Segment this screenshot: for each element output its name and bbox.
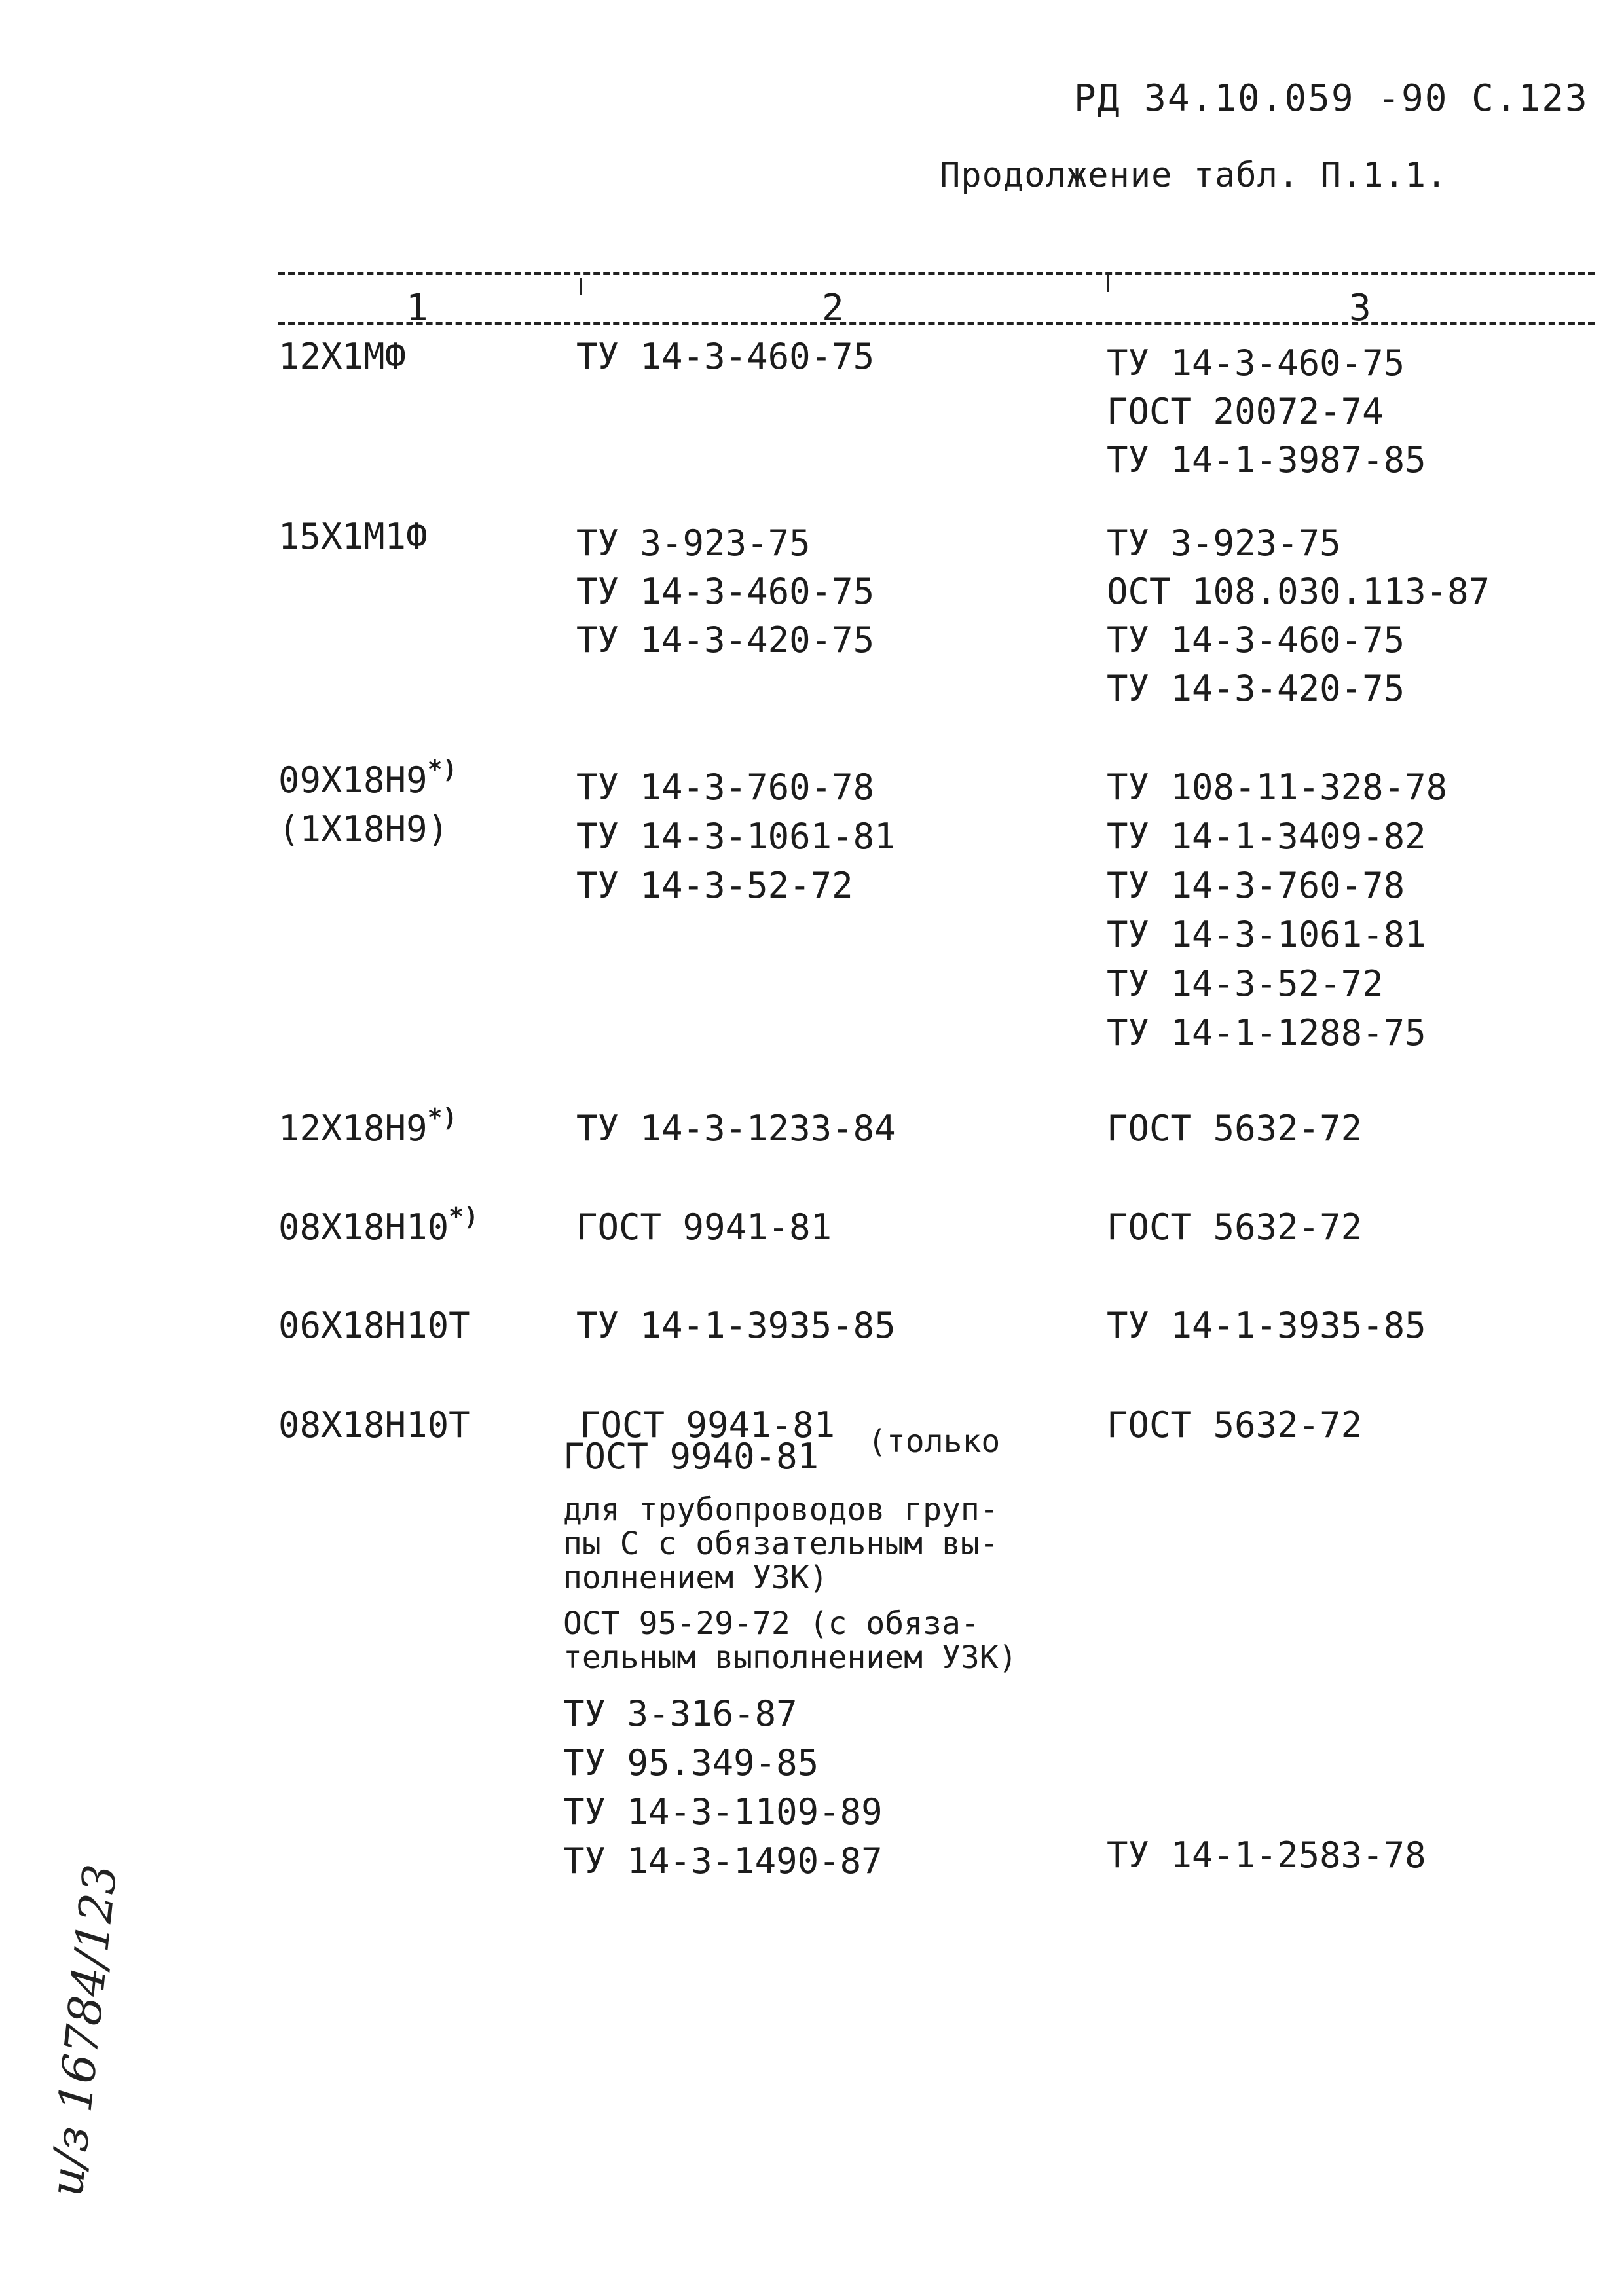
table-continuation-caption: Продолжение табл. П.1.1. bbox=[940, 156, 1448, 195]
column-divider-2 bbox=[1107, 275, 1109, 292]
pipe-standard: ТУ 14-3-1233-84 bbox=[576, 1108, 896, 1149]
steel-grade: 06Х18Н10Т bbox=[278, 1305, 470, 1346]
table-top-rule bbox=[278, 272, 1595, 275]
steel-grade-name: 09Х18Н9 bbox=[278, 759, 428, 801]
material-standard: ТУ 14-3-460-75 bbox=[1107, 619, 1405, 661]
pipe-standard: ТУ 14-3-1061-81 bbox=[576, 816, 896, 857]
steel-grade-name: 08Х18Н10 bbox=[278, 1207, 449, 1248]
pipe-standard-note bbox=[563, 1493, 1018, 1675]
material-standard: ТУ 14-3-460-75 bbox=[1107, 342, 1405, 384]
material-standard-list bbox=[1107, 519, 1490, 713]
material-standard-list bbox=[1107, 339, 1426, 484]
footnote-mark: *) bbox=[427, 755, 458, 784]
material-standard: ТУ 14-3-760-78 bbox=[1107, 865, 1405, 906]
material-standard: ТУ 14-1-3409-82 bbox=[1107, 816, 1426, 857]
material-standard: ГОСТ 5632-72 bbox=[1107, 1108, 1363, 1149]
footnote-mark: *) bbox=[427, 1103, 458, 1132]
steel-grade bbox=[278, 1103, 458, 1149]
pipe-standard: ТУ 14-3-420-75 bbox=[576, 619, 875, 661]
material-standard: ГОСТ 5632-72 bbox=[1107, 1207, 1363, 1248]
material-standard: ТУ 14-3-420-75 bbox=[1107, 668, 1405, 709]
material-standard: ТУ 14-3-52-72 bbox=[1107, 963, 1384, 1004]
material-standard: ТУ 3-923-75 bbox=[1107, 522, 1341, 564]
pipe-standard: ТУ 14-3-1109-89 bbox=[563, 1791, 883, 1832]
column-header-3: 3 bbox=[1349, 287, 1371, 329]
pipe-standard: ТУ 14-3-760-78 bbox=[576, 767, 875, 808]
pipe-standard: ТУ 14-1-3935-85 bbox=[576, 1305, 896, 1346]
pipe-standard: ТУ 3-316-87 bbox=[563, 1693, 798, 1734]
material-standard: ТУ 14-3-1061-81 bbox=[1107, 914, 1426, 955]
footnote-mark: *) bbox=[449, 1202, 479, 1231]
steel-grade bbox=[278, 1202, 479, 1248]
material-standard: ТУ 14-1-3935-85 bbox=[1107, 1305, 1426, 1346]
steel-grade: 08Х18Н10Т bbox=[278, 1404, 470, 1446]
pipe-standard: ГОСТ 9941-81 bbox=[576, 1207, 832, 1248]
pipe-standard-list bbox=[576, 336, 875, 377]
pipe-standard: ТУ 95.349-85 bbox=[563, 1742, 819, 1783]
pipe-standard-list bbox=[576, 763, 896, 910]
pipe-standard-list bbox=[576, 519, 874, 665]
handwritten-inventory-note: и/з 16784/123 bbox=[39, 1861, 128, 2199]
steel-grade-name: 12Х18Н9 bbox=[278, 1108, 428, 1149]
note-line: тельным выполнением УЗК) bbox=[563, 1639, 1018, 1676]
material-standard: ТУ 108-11-328-78 bbox=[1107, 767, 1448, 808]
steel-grade-alternative: (1Х18Н9) bbox=[278, 809, 449, 850]
note-line: ОСТ 95-29-72 (с обяза- bbox=[563, 1605, 980, 1642]
pipe-standard: ТУ 14-3-460-75 bbox=[576, 571, 875, 612]
table-header-rule bbox=[278, 322, 1595, 325]
material-standard-list bbox=[1107, 763, 1447, 1057]
material-standard: ТУ 14-1-1288-75 bbox=[1107, 1012, 1426, 1053]
pipe-standard-qualifier: (только bbox=[868, 1423, 1001, 1460]
pipe-standard: ТУ 3-923-75 bbox=[576, 522, 811, 564]
pipe-standard-list bbox=[563, 1689, 883, 1886]
column-divider-1 bbox=[580, 278, 582, 295]
note-line: для трубопроводов груп- bbox=[563, 1491, 999, 1528]
document-code: РД 34.10.059 -90 С.123 bbox=[1074, 77, 1589, 120]
column-header-1: 1 bbox=[406, 287, 428, 329]
note-line: пы С с обязательным вы- bbox=[563, 1525, 999, 1562]
pipe-standard: ГОСТ 9941-81 bbox=[580, 1404, 836, 1446]
pipe-standard: ТУ 14-3-460-75 bbox=[576, 336, 875, 377]
pipe-standard: ТУ 14-3-1490-87 bbox=[563, 1840, 883, 1882]
material-standard: ГОСТ 5632-72 bbox=[1107, 1404, 1363, 1446]
pipe-standard: ГОСТ 9940-81 bbox=[563, 1436, 819, 1477]
pipe-standard: ТУ 14-3-52-72 bbox=[576, 865, 853, 906]
column-header-2: 2 bbox=[822, 287, 844, 329]
note-line: полнением УЗК) bbox=[563, 1559, 828, 1596]
material-standard: ГОСТ 20072-74 bbox=[1107, 391, 1384, 432]
steel-grade bbox=[278, 755, 458, 801]
steel-grade: 12Х1МФ bbox=[278, 336, 407, 377]
material-standard: ТУ 14-1-3987-85 bbox=[1107, 439, 1426, 481]
steel-grade: 15Х1М1Ф bbox=[278, 516, 428, 557]
material-standard: ОСТ 108.030.113-87 bbox=[1107, 571, 1490, 612]
material-standard: ТУ 14-1-2583-78 bbox=[1107, 1834, 1426, 1876]
